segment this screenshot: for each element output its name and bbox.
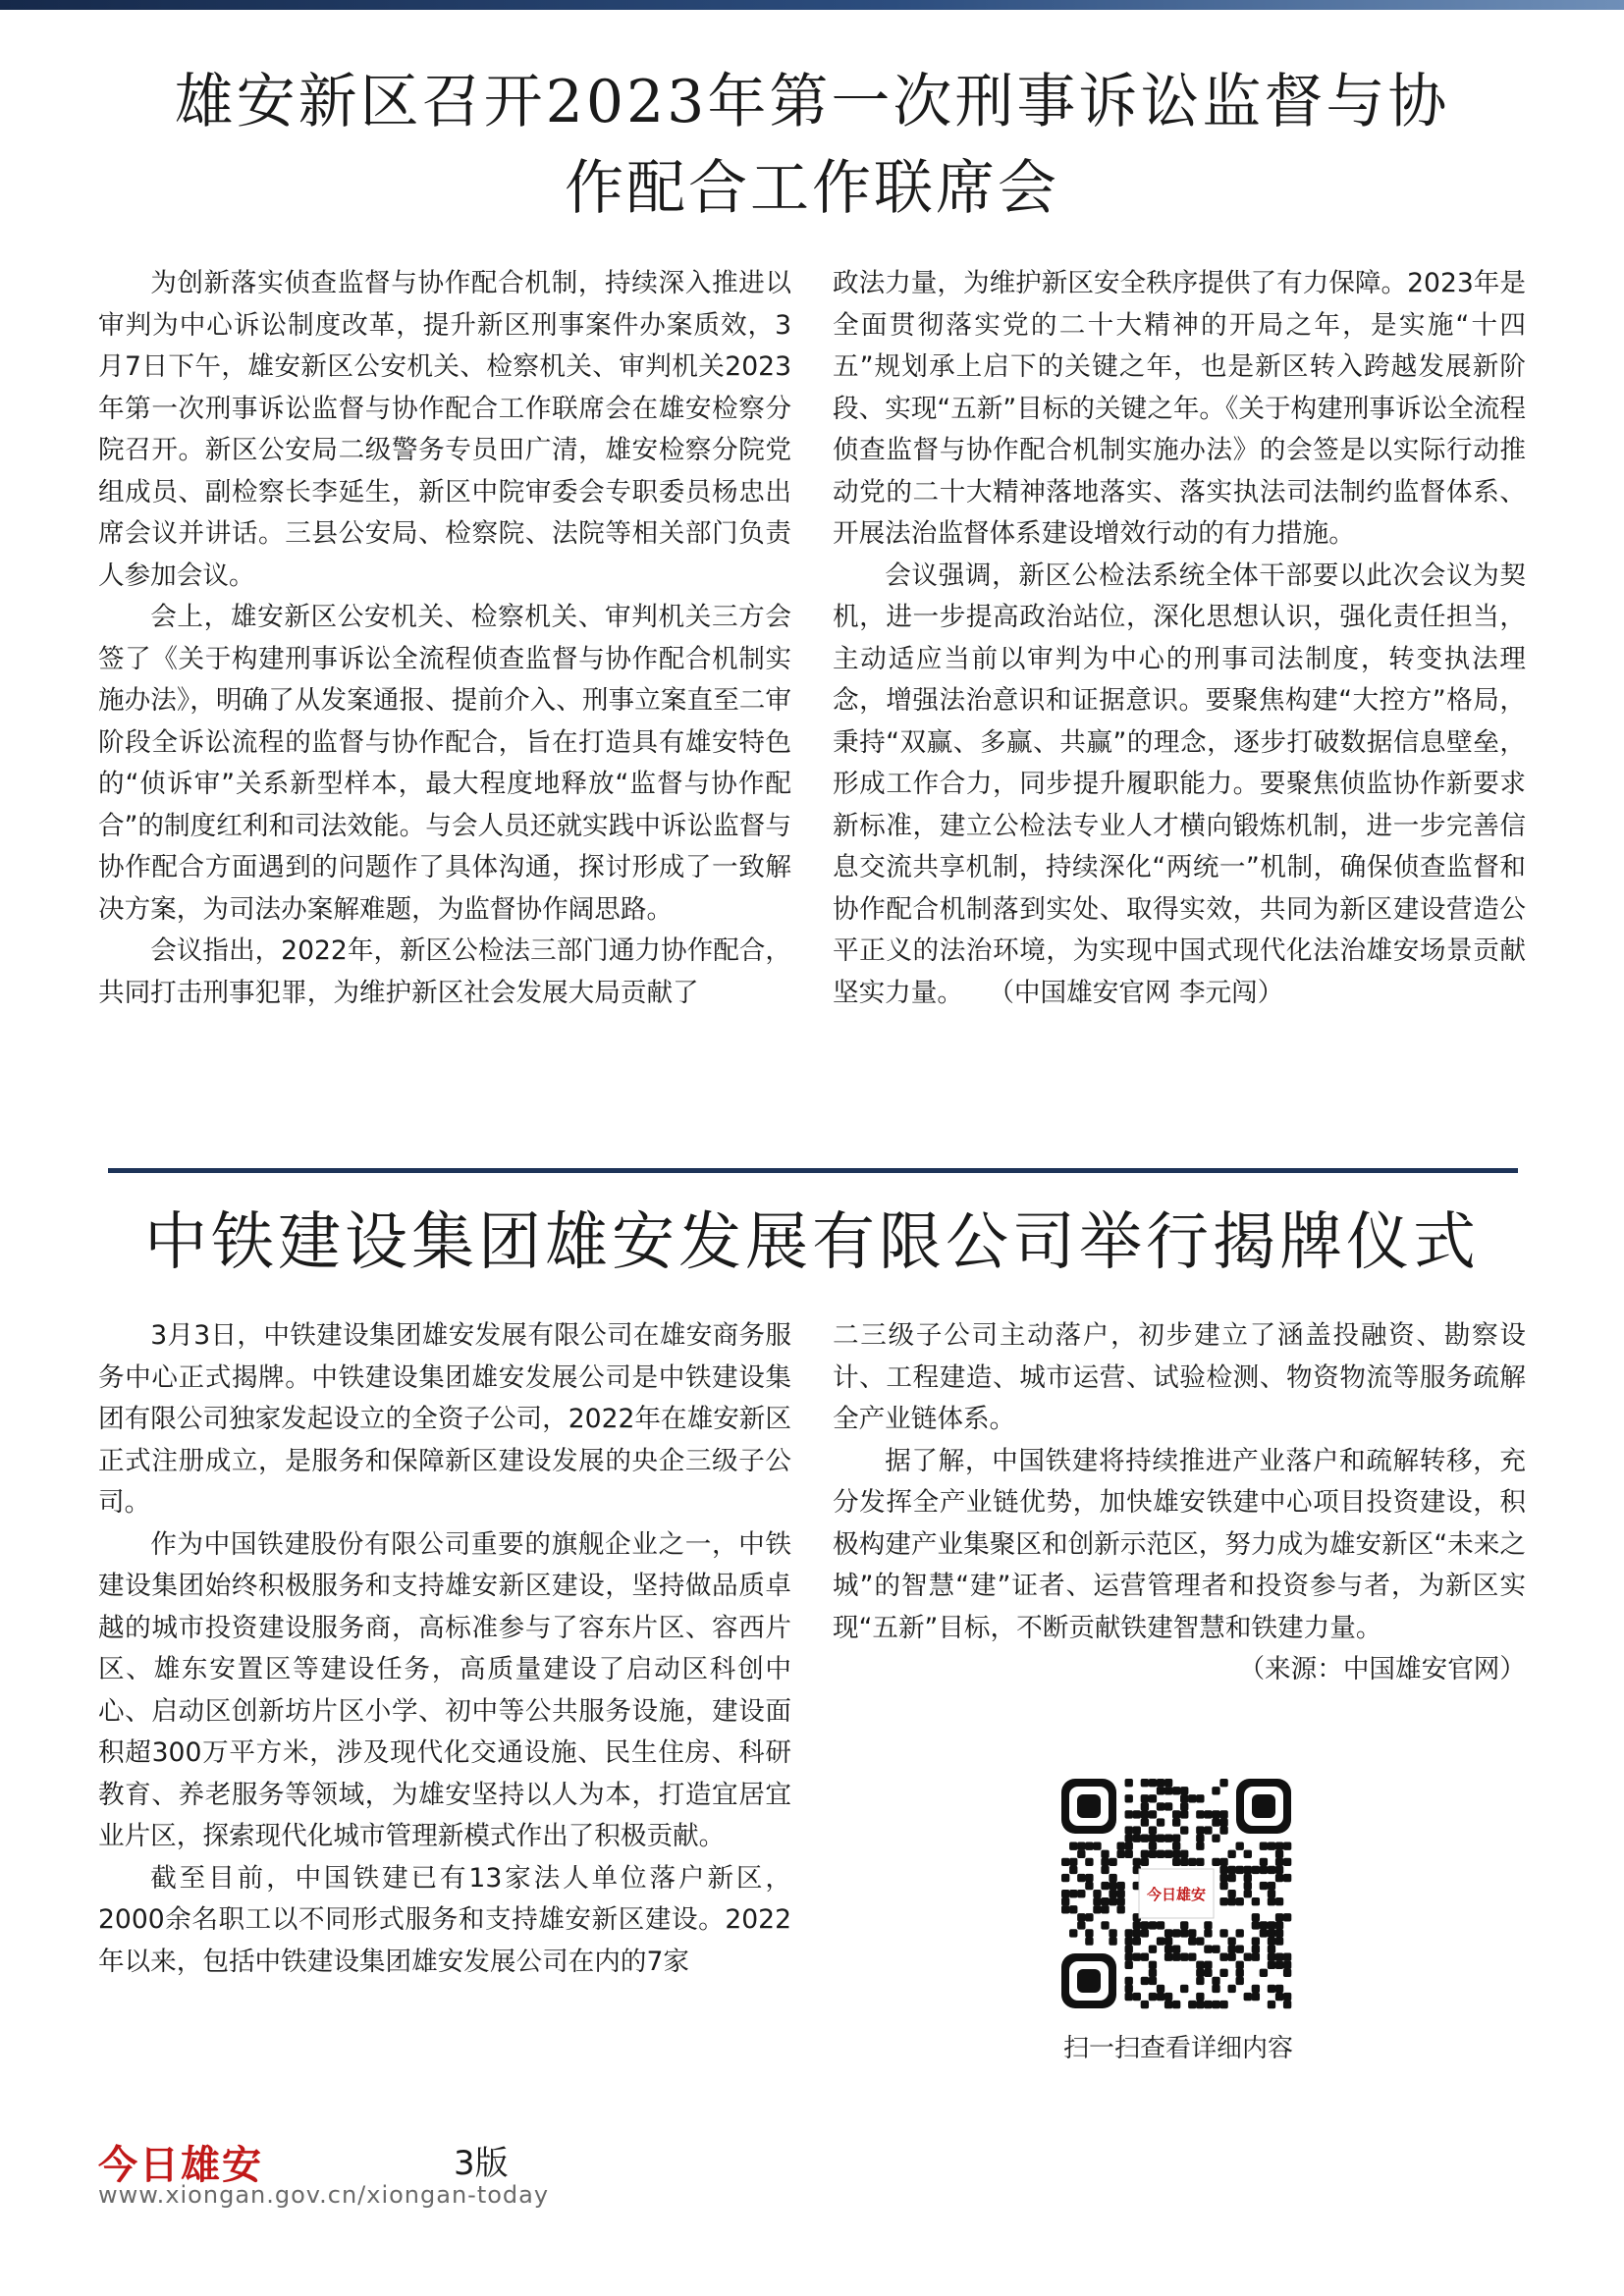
qr-module [1125, 1834, 1133, 1842]
qr-module [1101, 1897, 1109, 1905]
qr-module [1061, 1874, 1069, 1882]
qr-module [1188, 1929, 1196, 1937]
qr-module [1188, 1953, 1196, 1961]
qr-module [1283, 1842, 1291, 1850]
qr-module [1149, 1794, 1157, 1802]
qr-module [1244, 1850, 1252, 1858]
qr-module [1109, 1937, 1116, 1945]
qr-module [1157, 1779, 1164, 1787]
qr-module [1149, 1850, 1157, 1858]
qr-module [1204, 1929, 1212, 1937]
qr-module [1149, 1826, 1157, 1834]
qr-module [1268, 1842, 1275, 1850]
qr-module [1133, 1834, 1141, 1842]
qr-module [1149, 1921, 1157, 1929]
qr-module [1101, 1905, 1109, 1913]
qr-module [1275, 1961, 1283, 1969]
qr-module [1260, 1929, 1268, 1937]
qr-module [1157, 1787, 1164, 1794]
qr-module [1204, 1810, 1212, 1818]
qr-module [1268, 1882, 1275, 1890]
qr-module [1157, 1834, 1164, 1842]
qr-module [1141, 1794, 1149, 1802]
article2-paragraph-1: 3月3日，中铁建设集团雄安发展有限公司在雄安商务服务中心正式揭牌。中铁建设集团雄安发展公司是中铁建设集团有限公司独家发起设立的全资子公司，2022年在雄安新区正式注册成立，是服务和保障新区建设发展的央企三级子公司。 [98, 1320, 791, 1518]
qr-module [1125, 1794, 1133, 1802]
qr-module [1236, 1945, 1244, 1952]
qr-module [1164, 1850, 1172, 1858]
qr-module [1180, 1810, 1188, 1818]
qr-module [1149, 1993, 1157, 2001]
qr-module [1260, 1882, 1268, 1890]
article2-title: 中铁建设集团雄安发展有限公司举行揭牌仪式 [144, 1206, 1480, 1279]
qr-module [1164, 1953, 1172, 1961]
qr-code[interactable] [1056, 1773, 1297, 2014]
qr-module [1180, 1826, 1188, 1834]
qr-module [1116, 1905, 1124, 1913]
qr-module [1172, 1929, 1180, 1937]
qr-module [1236, 1929, 1244, 1937]
qr-module [1180, 1787, 1188, 1794]
qr-module [1283, 1953, 1291, 1961]
qr-module [1141, 1802, 1149, 1810]
qr-module [1236, 1897, 1244, 1905]
qr-module [1125, 1779, 1133, 1787]
qr-module [1219, 1874, 1227, 1882]
qr-module [1157, 1993, 1164, 2001]
qr-module [1275, 1866, 1283, 1874]
qr-module [1133, 1953, 1141, 1961]
qr-module [1180, 1985, 1188, 1993]
qr-module [1196, 1834, 1204, 1842]
article1-paragraph-4-text: 会议强调，新区公检法系统全体干部要以此次会议为契机，进一步提高政治站位，深化思想认识，强化责任担当，主动适应当前以审判为中心的刑事司法制度，转变执法理念，增强法治意识和证据意识。要聚焦构建“大控方”格局，秉持“双赢、多赢、共赢”的理念，逐步打破数据信息壁垒，形成工作合力，同步提升履职能力。要聚焦侦监协作新要求新标准，建立公检法专业人才横向锻炼机制，进一步完善信息交流共享机制，持续深化“两统一”机制，确保侦查监督和协作配合机制落到实处、取得实效，共同为新区建设营造公平正义的法治环境，为实现中国式现代化法治雄安场景贡献坚实力量。 [833, 560, 1526, 1008]
qr-module [1236, 1961, 1244, 1969]
qr-module [1196, 1977, 1204, 1985]
qr-module [1093, 1897, 1101, 1905]
qr-module [1196, 1858, 1204, 1866]
qr-module [1196, 1794, 1204, 1802]
qr-module [1219, 1882, 1227, 1890]
qr-module [1164, 1993, 1172, 2001]
qr-module [1212, 1858, 1219, 1866]
qr-module [1268, 1897, 1275, 1905]
qr-module [1164, 1937, 1172, 1945]
article2-paragraph-3-end: 二三级子公司主动落户，初步建立了涵盖投融资、勘察设计、工程建造、城市运营、试验检测、物资物流等服务疏解全产业链体系。 [833, 1320, 1526, 1434]
qr-module [1219, 1969, 1227, 1977]
article2-right-column [833, 1315, 1526, 1691]
qr-module [1204, 2001, 1212, 2008]
qr-module [1204, 1945, 1212, 1952]
qr-module [1236, 1866, 1244, 1874]
qr-module [1133, 1858, 1141, 1866]
qr-module [1172, 1818, 1180, 1826]
article-separator [108, 1168, 1518, 1173]
qr-module [1275, 1842, 1283, 1850]
qr-module [1227, 1897, 1235, 1905]
qr-module [1149, 1961, 1157, 1969]
qr-module [1219, 1858, 1227, 1866]
qr-module [1141, 1834, 1149, 1842]
qr-module [1180, 1953, 1188, 1961]
qr-module [1133, 1929, 1141, 1937]
qr-module [1252, 1945, 1260, 1952]
footer-page-number: 3版 [454, 2144, 509, 2183]
qr-module [1260, 1921, 1268, 1929]
qr-module [1275, 1929, 1283, 1937]
qr-module [1141, 1977, 1149, 1985]
qr-module [1101, 1882, 1109, 1890]
qr-module [1275, 1858, 1283, 1866]
qr-module [1180, 1802, 1188, 1810]
qr-module [1252, 1985, 1260, 1993]
qr-module [1236, 1969, 1244, 1977]
qr-module [1069, 1890, 1077, 1897]
qr-caption: 扫一扫查看详细内容 [1062, 2034, 1293, 2063]
qr-module [1252, 1937, 1260, 1945]
qr-module [1101, 1921, 1109, 1929]
qr-module [1172, 1858, 1180, 1866]
qr-module [1196, 1842, 1204, 1850]
qr-module [1109, 1882, 1116, 1890]
qr-module [1061, 1897, 1069, 1905]
qr-module [1101, 1866, 1109, 1874]
qr-module [1125, 1850, 1133, 1858]
qr-module [1109, 1929, 1116, 1937]
article1-title-line2: 作配合工作联席会 [565, 154, 1059, 223]
qr-module [1164, 1779, 1172, 1787]
qr-module [1275, 1993, 1283, 2001]
qr-module [1204, 1826, 1212, 1834]
qr-module [1219, 1779, 1227, 1787]
qr-module [1157, 1850, 1164, 1858]
qr-module [1283, 1993, 1291, 2001]
qr-module [1227, 1874, 1235, 1882]
top-header-band [0, 0, 1624, 10]
qr-module [1149, 1977, 1157, 1985]
qr-module [1085, 1842, 1093, 1850]
qr-code-image [1056, 1773, 1297, 2014]
qr-module [1196, 1993, 1204, 2001]
qr-module [1125, 1985, 1133, 1993]
qr-module [1196, 2001, 1204, 2008]
qr-module [1219, 1953, 1227, 1961]
qr-module [1116, 1897, 1124, 1905]
qr-module [1227, 1945, 1235, 1952]
qr-module [1188, 1858, 1196, 1866]
qr-module [1275, 1953, 1283, 1961]
qr-module [1244, 1866, 1252, 1874]
qr-module [1085, 1874, 1093, 1882]
qr-module [1227, 1953, 1235, 1961]
qr-module [1227, 1890, 1235, 1897]
qr-module [1275, 1897, 1283, 1905]
qr-module [1219, 1866, 1227, 1874]
qr-module [1125, 1826, 1133, 1834]
qr-module [1157, 1985, 1164, 1993]
qr-module [1212, 1977, 1219, 1985]
qr-module [1172, 1850, 1180, 1858]
qr-module [1077, 1874, 1085, 1882]
qr-module [1069, 1842, 1077, 1850]
qr-module [1141, 1850, 1149, 1858]
qr-module [1077, 1921, 1085, 1929]
qr-module [1085, 1882, 1093, 1890]
qr-module [1085, 1913, 1093, 1921]
qr-module [1125, 1842, 1133, 1850]
article1-paragraph-3-start: 会议指出，2022年，新区公检法三部门通力协作配合，共同打击刑事犯罪，为维护新区社会发展大局贡献了 [98, 935, 791, 1008]
qr-module [1172, 1945, 1180, 1952]
qr-module [1133, 1921, 1141, 1929]
qr-module [1061, 1905, 1069, 1913]
qr-module [1116, 1842, 1124, 1850]
article1-byline: （中国雄安官网 李元闯） [988, 977, 1284, 1008]
qr-module [1164, 1787, 1172, 1794]
qr-module [1133, 1810, 1141, 1818]
qr-module [1116, 1890, 1124, 1897]
qr-module [1125, 1993, 1133, 2001]
article2-left-column [98, 1315, 791, 1983]
article2-paragraph-4: 据了解，中国铁建将持续推进产业落户和疏解转移，充分发挥全产业链优势，加快雄安铁建中心项目投资建设，积极构建产业集聚区和创新示范区，努力成为雄安新区“未来之城”的智慧“建”证者、运营管理者和投资参与者，为新区实现“五新”目标，不断贡献铁建智慧和铁建力量。 [833, 1445, 1526, 1643]
qr-module [1125, 1937, 1133, 1945]
qr-finder-top-right [1236, 1779, 1291, 1834]
qr-module [1283, 1858, 1291, 1866]
qr-module [1268, 1866, 1275, 1874]
article1-title-line1: 雄安新区召开2023年第一次刑事诉讼监督与协 [174, 68, 1450, 136]
article1-title [88, 59, 1536, 232]
qr-module [1196, 1969, 1204, 1977]
qr-module [1180, 1858, 1188, 1866]
qr-module [1125, 1961, 1133, 1969]
qr-module [1125, 1945, 1133, 1952]
qr-module [1133, 1993, 1141, 2001]
qr-module [1283, 1874, 1291, 1882]
qr-module [1172, 1953, 1180, 1961]
qr-module [1227, 1866, 1235, 1874]
qr-center-logo: 今日雄安 [1146, 1886, 1207, 1903]
qr-module [1252, 1993, 1260, 2001]
qr-module [1268, 1961, 1275, 1969]
qr-module [1227, 1985, 1235, 1993]
qr-module [1077, 1850, 1085, 1858]
qr-module [1260, 1842, 1268, 1850]
qr-module [1125, 1929, 1133, 1937]
qr-module [1244, 1882, 1252, 1890]
qr-module [1283, 1913, 1291, 1921]
qr-module [1141, 2001, 1149, 2008]
qr-module [1204, 1969, 1212, 1977]
qr-module [1116, 1850, 1124, 1858]
qr-module [1268, 2001, 1275, 2008]
qr-module [1260, 1858, 1268, 1866]
qr-module [1133, 1826, 1141, 1834]
qr-module [1244, 1874, 1252, 1882]
qr-module [1141, 1810, 1149, 1818]
qr-module [1212, 1810, 1219, 1818]
article2-paragraph-2: 作为中国铁建股份有限公司重要的旗舰企业之一，中铁建设集团始终积极服务和支持雄安新区建设，坚持做品质卓越的城市投资建设服务商，高标准参与了容东片区、容西片区、雄东安置区等建设任务，高质量建设了启动区科创中心、启动区创新坊片区小学、初中等公共服务设施，建设面积超300万平方米，涉及现代化交通设施、民生住房、科研教育、养老服务等领域，为雄安坚持以人为本，打造宜居宜业片区，探索现代化城市管理新模式作出了积极贡献。 [98, 1528, 791, 1851]
qr-module [1069, 1866, 1077, 1874]
footer-brand-logo: 今日雄安 [98, 2142, 263, 2188]
qr-module [1109, 1874, 1116, 1882]
qr-module [1164, 1834, 1172, 1842]
qr-module [1133, 1937, 1141, 1945]
qr-module [1219, 1818, 1227, 1826]
qr-module [1172, 1810, 1180, 1818]
qr-module [1252, 1897, 1260, 1905]
qr-module [1172, 1787, 1180, 1794]
qr-module [1141, 1858, 1149, 1866]
qr-module [1283, 2001, 1291, 2008]
qr-module [1157, 1921, 1164, 1929]
qr-module [1164, 2001, 1172, 2008]
qr-module [1219, 1929, 1227, 1937]
qr-module [1125, 1977, 1133, 1985]
qr-module [1149, 1834, 1157, 1842]
qr-module [1268, 1890, 1275, 1897]
qr-module [1093, 1890, 1101, 1897]
qr-module [1149, 1810, 1157, 1818]
qr-module [1093, 1842, 1101, 1850]
qr-module [1275, 1985, 1283, 1993]
qr-module [1268, 1921, 1275, 1929]
qr-module [1085, 1858, 1093, 1866]
qr-module [1260, 1969, 1268, 1977]
qr-module [1172, 1834, 1180, 1842]
qr-module [1188, 2001, 1196, 2008]
qr-module [1219, 2001, 1227, 2008]
qr-module [1164, 1802, 1172, 1810]
qr-module [1061, 1858, 1069, 1866]
article1-paragraph-4 [833, 556, 1526, 1015]
qr-module [1212, 1818, 1219, 1826]
qr-module [1157, 1802, 1164, 1810]
article1-paragraph-2: 会上，雄安新区公安机关、检察机关、审判机关三方会签了《关于构建刑事诉讼全流程侦查监督与协作配合机制实施办法》，明确了从发案通报、提前介入、刑事立案直至二审阶段全诉讼流程的监督与协作配合，旨在打造具有雄安特色的“侦诉审”关系新型样本，最大程度地释放“监督与协作配合”的制度红利和司法效能。与会人员还就实践中诉讼监督与协作配合方面遇到的问题作了具体沟通，探讨形成了一致解决方案，为司法办案解难题，为监督协作阔思路。 [98, 602, 791, 925]
qr-module [1212, 2001, 1219, 2008]
qr-module [1196, 1937, 1204, 1945]
qr-module [1236, 1842, 1244, 1850]
qr-module [1204, 1961, 1212, 1969]
qr-module [1188, 1937, 1196, 1945]
article1-paragraph-3-end: 政法力量，为维护新区安全秩序提供了有力保障。2023年是全面贯彻落实党的二十大精神的开局之年，是实施“十四五”规划承上启下的关键之年，也是新区转入跨越发展新阶段、实现“五新”目标的关键之年。《关于构建刑事诉讼全流程侦查监督与协作配合机制实施办法》的会签是以实际行动推动党的二十大精神落地落实、落实执法司法制约监督体系、开展法治监督体系建设增效行动的有力措施。 [833, 268, 1526, 549]
qr-module [1180, 1794, 1188, 1802]
qr-module [1149, 1945, 1157, 1952]
qr-finder-top-left [1061, 1779, 1116, 1834]
qr-module [1244, 1993, 1252, 2001]
qr-module [1141, 1929, 1149, 1937]
article2-source: （来源：中国雄安官网） [1238, 1654, 1526, 1684]
qr-module [1149, 1842, 1157, 1850]
qr-module [1164, 1945, 1172, 1952]
qr-module [1252, 1921, 1260, 1929]
qr-module [1252, 1913, 1260, 1921]
footer-site-url[interactable]: www.xiongan.gov.cn/xiongan-today [98, 2181, 550, 2209]
article1-left-column [98, 263, 791, 1014]
qr-module [1085, 1937, 1093, 1945]
qr-module [1244, 1890, 1252, 1897]
qr-module [1077, 1890, 1085, 1897]
qr-module [1252, 1866, 1260, 1874]
qr-module [1275, 1850, 1283, 1858]
qr-module [1227, 1850, 1235, 1858]
qr-module [1141, 1779, 1149, 1787]
qr-module [1149, 1969, 1157, 1977]
qr-module [1141, 1818, 1149, 1826]
qr-module [1093, 1905, 1101, 1913]
qr-module [1141, 1921, 1149, 1929]
qr-module [1109, 1890, 1116, 1897]
qr-module [1061, 1890, 1069, 1897]
qr-module [1109, 1897, 1116, 1905]
qr-module [1236, 1977, 1244, 1985]
qr-module [1069, 1905, 1077, 1913]
qr-module [1275, 1921, 1283, 1929]
qr-module [1275, 1874, 1283, 1882]
qr-module [1180, 1921, 1188, 1929]
qr-module [1077, 1913, 1085, 1921]
qr-module [1260, 1866, 1268, 1874]
qr-module [1212, 1787, 1219, 1794]
qr-module [1069, 1858, 1077, 1866]
qr-finder-bottom-left [1061, 1953, 1116, 2008]
qr-module [1109, 1858, 1116, 1866]
qr-module [1275, 1913, 1283, 1921]
qr-module [1268, 1929, 1275, 1937]
qr-module [1085, 1929, 1093, 1937]
qr-module [1275, 1937, 1283, 1945]
qr-module [1180, 1850, 1188, 1858]
qr-module [1125, 1810, 1133, 1818]
article1-paragraph-1: 为创新落实侦查监督与协作配合机制，持续深入推进以审判为中心诉讼制度改革，提升新区刑事案件办案质效，3月7日下午，雄安新区公安机关、检察机关、审判机关2023年第一次刑事诉讼监督与协作配合工作联席会在雄安检察分院召开。新区公安局二级警务专员田广清，雄安检察分院党组成员、副检察长李延生，新区中院审委会专职委员杨忠出席会议并讲话。三县公安局、检察院、法院等相关部门负责人参加会议。 [98, 268, 791, 591]
qr-module [1157, 1937, 1164, 1945]
qr-module [1252, 1953, 1260, 1961]
qr-module [1116, 1882, 1124, 1890]
qr-module [1125, 1953, 1133, 1961]
qr-module [1196, 1826, 1204, 1834]
qr-module [1172, 2001, 1180, 2008]
qr-module [1219, 1826, 1227, 1834]
qr-module [1077, 1842, 1085, 1850]
qr-module [1219, 1897, 1227, 1905]
qr-module [1268, 1937, 1275, 1945]
qr-module [1268, 1953, 1275, 1961]
qr-module [1172, 1842, 1180, 1850]
qr-module [1101, 1858, 1109, 1866]
qr-module [1157, 1818, 1164, 1826]
qr-module [1268, 1985, 1275, 1993]
qr-module [1101, 1850, 1109, 1858]
qr-module [1164, 1929, 1172, 1937]
qr-module [1212, 1945, 1219, 1952]
qr-module [1268, 1945, 1275, 1952]
qr-module [1196, 1810, 1204, 1818]
qr-module [1283, 1969, 1291, 1977]
qr-module [1204, 1921, 1212, 1929]
qr-module [1196, 1961, 1204, 1969]
qr-module [1227, 1937, 1235, 1945]
qr-module [1212, 1834, 1219, 1842]
qr-module [1149, 1779, 1157, 1787]
qr-module [1188, 1794, 1196, 1802]
qr-module [1283, 1961, 1291, 1969]
qr-module [1180, 1929, 1188, 1937]
article2-paragraph-3-start: 截至目前，中国铁建已有13家法人单位落户新区，2000余名职工以不同形式服务和支持雄安新区建设。2022年以来，包括中铁建设集团雄安发展公司在内的7家 [98, 1862, 791, 1977]
qr-module [1069, 1929, 1077, 1937]
qr-module [1244, 1953, 1252, 1961]
qr-module [1212, 1985, 1219, 1993]
article1-right-column [833, 263, 1526, 1014]
qr-module [1141, 1953, 1149, 1961]
qr-module [1219, 1810, 1227, 1818]
